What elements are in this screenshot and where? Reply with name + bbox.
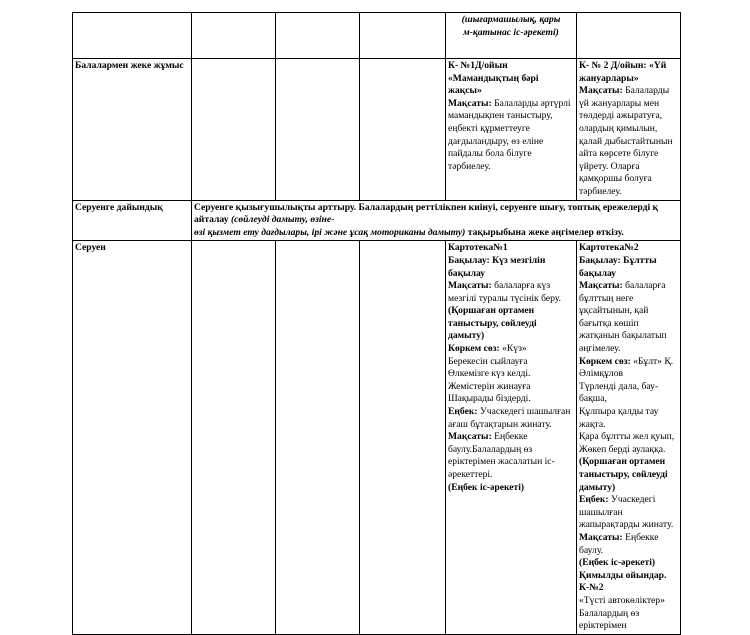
work-goal-label-2: Мақсаты: xyxy=(579,531,623,543)
obs-text-1: Күз мезгілін бақылау xyxy=(448,254,546,279)
goal-label-1: Мақсаты: xyxy=(448,97,492,109)
cell-top-wed xyxy=(360,13,446,59)
walk-goal-label-1: Мақсаты: xyxy=(448,280,492,292)
cell-individual-mon xyxy=(192,59,276,201)
prep-text-main: Серуенге қызығушылықты арттыру. Балалардың реттілікпен киінуі, серуенге шығу, топтық ережелерді қ айталау xyxy=(194,201,659,226)
cell-prep-text xyxy=(192,200,681,241)
card-title-2: Картотека№2 xyxy=(579,242,639,254)
poem-2-line-3: Қара бұлтты жел қуып, xyxy=(579,431,675,443)
walk-label: Серуен xyxy=(75,242,106,254)
table-row-prep xyxy=(73,200,681,241)
prep-text-italic-2: өзі қызмет ету дағдылары, ірі және ұсақ моториканы дамыту) xyxy=(194,226,466,238)
cell-walk-thu xyxy=(446,241,577,634)
game-title-1: К- №1Д/ойын «Мамандықтың бәрі жақсы» xyxy=(448,60,539,97)
cell-walk-wed xyxy=(360,241,446,634)
walk-goal-label-2: Мақсаты: xyxy=(579,280,623,292)
work-goal-label-1: Мақсаты: xyxy=(448,431,492,443)
cell-individual-fri xyxy=(577,59,681,201)
poem-2-line-4: Жөкеп берді аулаққа. xyxy=(579,443,666,455)
goal-text-1: Балаларды әртүрлі мамандықпен таныстыру, еңбекті құрметтеуге дағдыландыру, өз еліне пайдалы бола білуге тәрбиелеу. xyxy=(448,97,571,172)
cell-top-label xyxy=(73,13,192,59)
work-label-1: Еңбек: xyxy=(448,406,478,418)
cell-individual-thu xyxy=(446,59,577,201)
individual-work-label: Балалармен жеке жұмыс xyxy=(75,60,184,71)
goal-label-2: Мақсаты: xyxy=(579,85,623,97)
cell-walk-label xyxy=(73,241,192,634)
work-goal-text-1: Еңбекке баулу.Балалардың өз еріктерімен жасалатын іс-әрекеттері. xyxy=(448,431,555,480)
cell-individual-label xyxy=(73,59,192,201)
schedule-table xyxy=(72,12,681,635)
game-title-2: К- № 2 Д/ойын: «Үй жануарлары» xyxy=(579,60,667,84)
obs-text-2: Бұлтты бақылау xyxy=(579,254,657,279)
poem-1-line-2: Өлкемізге күз келді. xyxy=(448,368,531,380)
obs-label-2: Бақылау: xyxy=(579,254,621,266)
table-row-top xyxy=(73,13,681,59)
cell-walk-mon xyxy=(192,241,276,634)
area-2a: (Қоршаған ортамен таныстыру, сөйлеуді дамыту) xyxy=(579,456,668,493)
cell-top-fri xyxy=(577,13,681,59)
card-title-1: Картотека№1 xyxy=(448,242,508,254)
cell-individual-tue xyxy=(276,59,360,201)
cell-top-mon xyxy=(192,13,276,59)
walk-goal-text-1: балаларға күз мезгілі туралы түсінік беру. xyxy=(448,280,562,304)
work-label-2: Еңбек: xyxy=(579,494,609,506)
cell-walk-tue xyxy=(276,241,360,634)
schedule-page xyxy=(72,12,680,635)
activity-type-line1: (шығармашылық, қары xyxy=(461,14,561,25)
word-title-1: «Күз» xyxy=(502,343,527,355)
cell-top-tue xyxy=(276,13,360,59)
poem-1-line-3: Жемістерін жинауға xyxy=(448,380,531,392)
word-title-2: «Бұлт» Қ. Әлімқұлов xyxy=(579,355,674,380)
work-goal-text-2: Еңбекке баулу. xyxy=(579,531,659,556)
poem-1-line-1: Берекесін сыйлауға xyxy=(448,355,528,367)
word-label-2: Көркем сөз: xyxy=(579,355,631,367)
area-2b: (Еңбек іс-әрекеті) xyxy=(579,557,656,569)
obs-label-1: Бақылау: xyxy=(448,254,490,266)
table-row-individual xyxy=(73,59,681,201)
area-1b: (Еңбек іс-әрекеті) xyxy=(448,481,525,493)
poem-1-line-4: Шақырады біздерді. xyxy=(448,393,531,405)
cell-prep-label xyxy=(73,200,192,241)
activity-type-line2: м-қатынас іс-әрекеті) xyxy=(463,26,559,38)
game-title-walk-2: «Түсті автокөліктер» xyxy=(579,594,665,606)
work-text-1: Учаскедегі шашылған ағаш бұтақтарын жинату. xyxy=(448,406,571,430)
word-label-1: Көркем сөз: xyxy=(448,343,500,355)
goal-text-2: Балаларды үй жануарлары мен төлдерді ажыратуға, олардың қимылын, қалай дыбыстайтынын айта көрсете білуге үйрету. Оларға қамқоршы болуға тәрбиелеу. xyxy=(579,85,673,197)
last-line-2: Балалардың өз еріктерімен xyxy=(579,607,640,632)
walk-goal-text-2: балаларға бұлттың неге ұқсайтынын, қай бағытқа көшіп жатқанын бақылатып әңгімелеу. xyxy=(579,280,667,355)
poem-2-line-2: Құлпыра қалды тау жақта. xyxy=(579,406,659,430)
prep-text-end: тақырыбына жеке әңгімелер өткізу. xyxy=(467,226,624,238)
work-text-2: Учаскедегі шашылған жапырақтарды жинату. xyxy=(579,494,674,531)
area-1a: (Қоршаған ортамен таныстыру, сөйлеуді дамыту) xyxy=(448,305,537,342)
game-label-2: Қимылды ойындар. К-№2 xyxy=(579,569,667,594)
cell-top-thu xyxy=(446,13,577,59)
cell-walk-fri xyxy=(577,241,681,634)
walk-prep-label: Серуенге дайындық xyxy=(75,201,163,213)
cell-individual-wed xyxy=(360,59,446,201)
table-row-walk xyxy=(73,241,681,634)
prep-text-italic-1: (сөйлеуді дамыту, өзіне- xyxy=(230,214,335,226)
poem-2-line-1: Түрленді дала, бау- бақша, xyxy=(579,380,659,405)
